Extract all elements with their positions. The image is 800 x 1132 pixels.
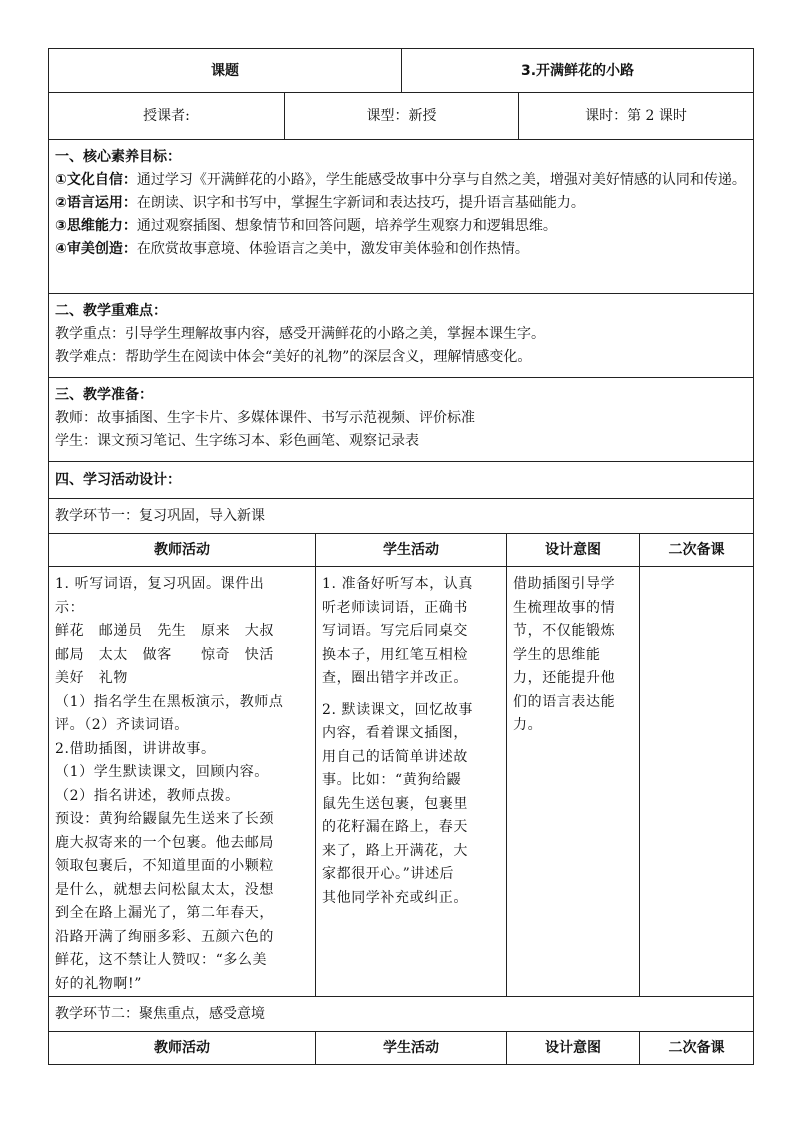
student-line: 家都很开心。”讲述后 [322,866,455,882]
teacher-activity-cell [49,567,315,996]
intent-line: 节，不仅能锻炼 [513,623,616,639]
lesson-type: 课型：新授 [284,93,518,139]
column-student-activity: 学生活动 [315,534,506,566]
stage-2-column-headers [48,1032,754,1065]
lesson-plan-table [48,48,754,1065]
topic-label: 课题 [211,62,239,79]
column-design-intent: 设计意图 [506,534,639,566]
student-line: 其他同学补充或纠正。 [322,889,468,906]
column-second-prep: 二次备课 [639,1032,753,1064]
activities-heading-row [48,462,754,499]
intent-line: 力，还能提升他 [513,670,616,686]
student-line: 来了，路上开满花，大 [322,842,468,859]
topic-row [48,48,754,93]
preparation-section [48,378,754,462]
student-line: 鼠先生送包裹，包裹里 [322,795,468,812]
student-preparation: 学生：课文预习笔记、生字练习本、彩色画笔、观察记录表 [55,433,419,449]
teacher-line: 好的礼物啊!” [55,975,142,992]
student-line: 听老师读词语，正确书 [322,599,468,616]
key-points-section [48,294,754,378]
teacher-line: 邮局 太太 做客 惊奇 快活 [55,646,274,663]
stage-1-column-headers [48,534,754,567]
teacher-line: 鲜花，这不禁让人赞叹：“多么美 [55,952,268,968]
intent-line: 们的语言表达能 [513,693,616,710]
student-line: 写词语。写完后同桌交 [322,623,468,639]
intent-line: 生梳理故事的情 [513,599,616,616]
student-line: 用自己的话简单讲述故 [322,748,468,765]
intent-line: 学生的思维能 [513,646,601,663]
intent-line: 力。 [513,717,543,733]
student-line: 2. 默读课文，回忆故事 [322,701,474,718]
teacher-line: 鹿大叔寄来的一个包裹。他去邮局 [55,834,274,851]
column-second-prep: 二次备课 [639,534,753,566]
student-line: 内容，看着课文插图， [322,725,468,741]
teaching-difficulty: 教学难点：帮助学生在阅读中体会“美好的礼物”的深层含义，理解情感变化。 [55,349,532,365]
teacher-line: 2.借助插图，讲讲故事。 [55,740,216,757]
teacher-line: 是什么，就想去问松鼠太太，没想 [55,881,274,898]
teacher-line: 沿路开满了绚丽多彩、五颜六色的 [55,928,274,945]
second-prep-cell [639,567,753,996]
teacher-label: 授课者: [143,108,190,124]
student-line: 换本子，用红笔互相检 [322,646,468,663]
stage-2-title: 教学环节二：聚焦重点，感受意境 [55,1006,265,1022]
topic-value: 3.开满鲜花的小路 [401,49,753,92]
teacher-line: 1. 听写词语，复习巩固。课件出 [55,576,265,592]
column-design-intent: 设计意图 [506,1032,639,1064]
design-intent-cell [506,567,639,996]
student-line: 1. 准备好听写本，认真 [322,576,474,592]
activities-heading: 四、学习活动设计： [55,472,181,488]
preparation-heading: 三、教学准备： [55,387,153,403]
teacher-line: （1）指名学生在黑板演示，教师点 [55,693,284,710]
goals-section [48,140,754,294]
teaching-focus: 教学重点：引导学生理解故事内容，感受开满鲜花的小路之美，掌握本课生字。 [55,326,545,342]
goal-item-thinking: ③思维能力：通过观察插图、想象情节和回答问题，培养学生观察力和逻辑思维。 [55,218,557,234]
column-student-activity: 学生活动 [315,1032,506,1064]
lesson-period: 课时：第 2 课时 [518,93,753,139]
goal-item-language: ②语言运用：在朗读、识字和书写中，掌握生字新词和表达技巧，提升语言基础能力。 [55,195,585,211]
teacher-line: 鲜花 邮递员 先生 原来 大叔 [55,623,274,639]
goal-item-aesthetic: ④审美创造：在欣赏故事意境、体验语言之美中，激发审美体验和创作热情。 [55,241,529,257]
key-points-heading: 二、教学重难点： [55,303,167,319]
teacher-line: 美好 礼物 [55,670,128,686]
stage-2-row [48,997,754,1032]
meta-row [48,93,754,140]
student-activity-cell [315,567,506,996]
teacher-line: 评。（2）齐读词语。 [55,717,189,733]
stage-1-title: 教学环节一：复习巩固，导入新课 [55,508,265,524]
stage-1-body [48,567,754,997]
column-teacher-activity: 教师活动 [154,542,210,558]
stage-1-row [48,499,754,534]
student-line: 查，圈出错字并改正。 [322,670,468,686]
column-teacher-activity: 教师活动 [154,1040,210,1056]
teacher-line: 预设：黄狗给鼹鼠先生送来了长颈 [55,811,274,827]
student-line: 事。比如：“黄狗给鼹 [322,772,462,788]
teacher-line: （1）学生默读课文，回顾内容。 [55,764,269,780]
teacher-line: 领取包裹后，不知道里面的小颗粒 [55,858,274,874]
teacher-line: 示： [55,599,85,616]
teacher-line: 到全在路上漏光了，第二年春天， [55,905,274,921]
goal-item-culture: ①文化自信：通过学习《开满鲜花的小路》，学生能感受故事中分享与自然之美，增强对美好情感的认同和传递。 [55,172,746,188]
student-line: 的花籽漏在路上，春天 [322,819,468,835]
teacher-line: （2）指名讲述，教师点拨。 [55,787,240,804]
goals-heading: 一、核心素养目标： [55,149,181,165]
teacher-preparation: 教师：故事插图、生字卡片、多媒体课件、书写示范视频、评价标准 [55,410,475,426]
intent-line: 借助插图引导学 [513,576,616,592]
